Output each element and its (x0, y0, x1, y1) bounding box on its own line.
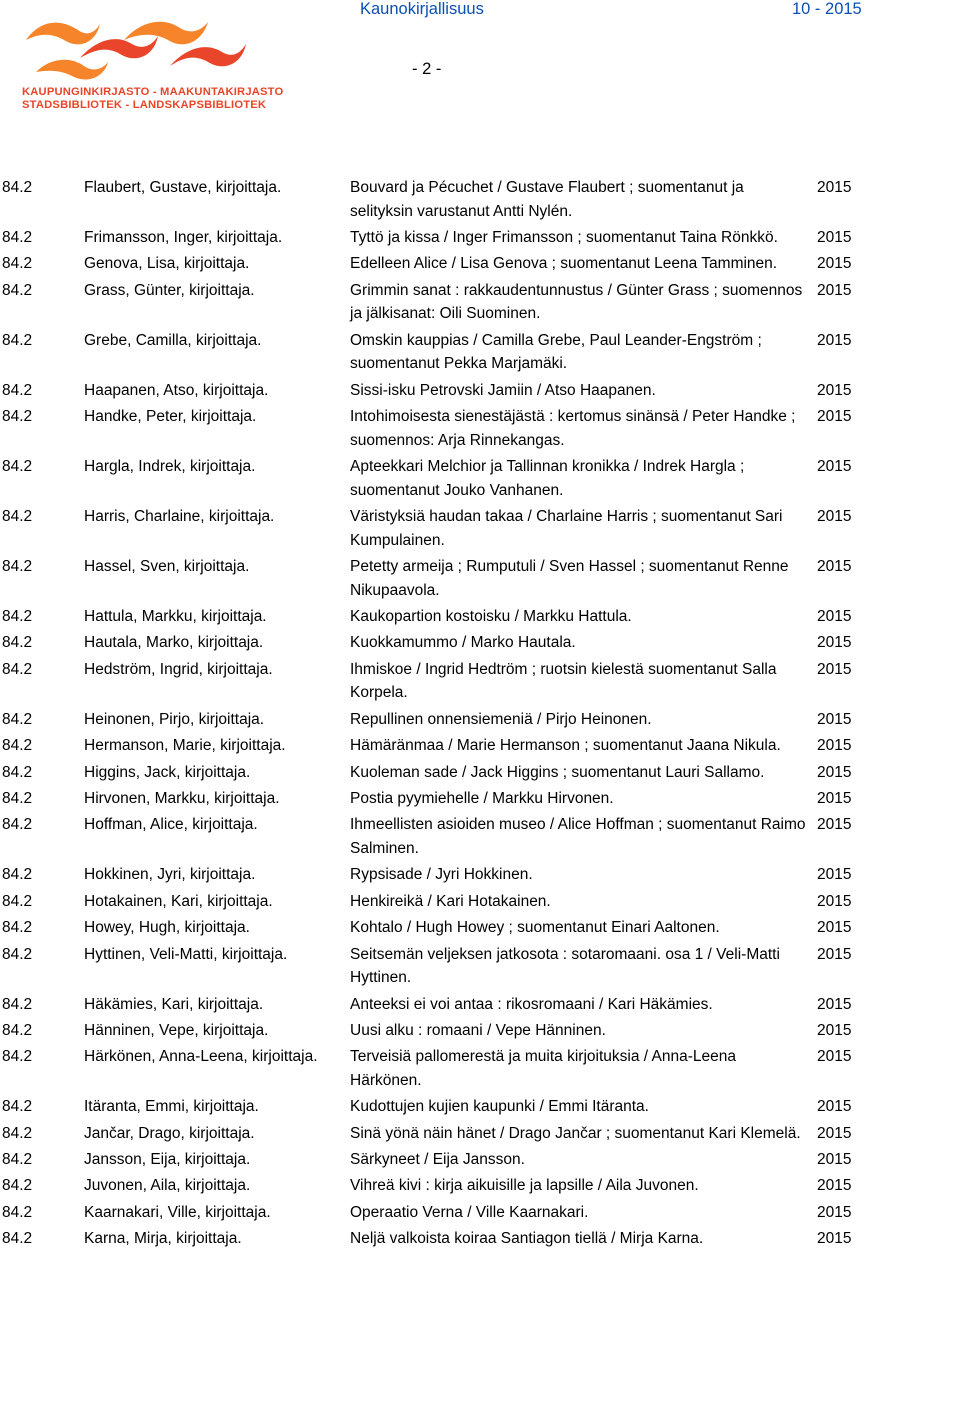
book-title: Anteeksi ei voi antaa : rikosromaani / Kari Häkämies. (350, 995, 713, 1013)
book-year: 2015 (817, 558, 852, 576)
book-year: 2015 (817, 995, 852, 1013)
book-title: Grimmin sanat : rakkaudentunnustus / Günter Grass ; suomennos ja jälkisanat: Oili Suominen. (350, 281, 803, 323)
book-author: Heinonen, Pirjo, kirjoittaja. (84, 710, 265, 728)
book-year: 2015 (817, 866, 852, 884)
book-class-code: 84.2 (2, 1177, 33, 1195)
book-title: Hämäränmaa / Marie Hermanson ; suomentanut Jaana Nikula. (350, 737, 781, 755)
book-title: Särkyneet / Eija Jansson. (350, 1151, 525, 1169)
book-row (0, 555, 960, 602)
book-year: 2015 (817, 1177, 852, 1195)
book-class-code: 84.2 (2, 866, 33, 884)
book-row (0, 279, 960, 326)
book-year: 2015 (817, 763, 852, 781)
book-row (0, 1019, 960, 1043)
book-author: Hattula, Markku, kirjoittaja. (84, 608, 267, 626)
book-class-code: 84.2 (2, 737, 33, 755)
book-author: Hassel, Sven, kirjoittaja. (84, 558, 250, 576)
logo-wave-1 (26, 23, 100, 45)
book-author: Hokkinen, Jyri, kirjoittaja. (84, 866, 256, 884)
book-row (0, 1174, 960, 1198)
book-title: Intohimoisesta sienestäjästä : kertomus sinänsä / Peter Handke ; suomennos: Arja Rinnekangas. (350, 408, 796, 449)
book-title: Petetty armeija ; Rumputuli / Sven Hassel ; suomentanut Renne Nikupaavola. (350, 558, 789, 599)
book-year: 2015 (817, 634, 852, 652)
book-class-code: 84.2 (2, 179, 33, 196)
book-row (0, 890, 960, 914)
book-row (0, 631, 960, 655)
book-row (0, 1227, 960, 1251)
book-title: Bouvard ja Pécuchet / Gustave Flaubert ; suomentanut ja selityksin varustanut Antti Nylén. (350, 179, 744, 220)
book-author: Hotakainen, Kari, kirjoittaja. (84, 892, 273, 910)
book-title: Terveisiä pallomerestä ja muita kirjoituksia / Anna-Leena Härkönen. (350, 1048, 736, 1089)
book-author: Handke, Peter, kirjoittaja. (84, 408, 257, 426)
book-title: Henkireikä / Kari Hotakainen. (350, 892, 551, 910)
book-author: Flaubert, Gustave, kirjoittaja. (84, 179, 282, 196)
book-class-code: 84.2 (2, 790, 33, 807)
book-author: Hermanson, Marie, kirjoittaja. (84, 737, 286, 755)
book-year: 2015 (817, 508, 852, 526)
book-row (0, 455, 960, 502)
book-row (0, 252, 960, 276)
book-year: 2015 (817, 945, 852, 963)
book-title: Ihmeellisten asioiden museo / Alice Hoffman ; suomentanut Raimo Salminen. (350, 816, 806, 857)
logo-wave-5 (36, 60, 108, 80)
book-row (0, 176, 960, 223)
book-title: Vihreä kivi : kirja aikuisille ja lapsille / Aila Juvonen. (350, 1177, 699, 1195)
book-title: Postia pyymiehelle / Markku Hirvonen. (350, 790, 614, 807)
book-class-code: 84.2 (2, 1230, 33, 1248)
book-year: 2015 (817, 1021, 852, 1039)
book-row (0, 505, 960, 552)
book-author: Juvonen, Aila, kirjoittaja. (84, 1177, 251, 1195)
book-year: 2015 (817, 255, 852, 273)
book-class-code: 84.2 (2, 660, 33, 678)
book-list (0, 176, 960, 1254)
book-title: Seitsemän veljeksen jatkosota : sotaromaani. osa 1 / Veli-Matti Hyttinen. (350, 945, 780, 987)
book-title: Kuoleman sade / Jack Higgins ; suomentanut Lauri Sallamo. (350, 763, 765, 781)
book-title: Kohtalo / Hugh Howey ; suomentanut Einari Aaltonen. (350, 919, 720, 937)
book-year: 2015 (817, 1230, 852, 1248)
book-title: Tyttö ja kissa / Inger Frimansson ; suomentanut Taina Rönkkö. (350, 228, 778, 246)
book-author: Grebe, Camilla, kirjoittaja. (84, 331, 262, 349)
book-year: 2015 (817, 281, 852, 299)
book-title: Edelleen Alice / Lisa Genova ; suomentanut Leena Tamminen. (350, 255, 778, 273)
book-author: Hautala, Marko, kirjoittaja. (84, 634, 264, 652)
header-date: 10 - 2015 (792, 0, 862, 18)
book-year: 2015 (817, 1124, 852, 1142)
book-class-code: 84.2 (2, 1124, 33, 1142)
book-row (0, 1148, 960, 1172)
book-author: Frimansson, Inger, kirjoittaja. (84, 228, 283, 246)
book-class-code: 84.2 (2, 331, 33, 349)
book-author: Härkönen, Anna-Leena, kirjoittaja. (84, 1048, 318, 1066)
book-title: Ihmiskoe / Ingrid Hedtröm ; ruotsin kielestä suomentanut Salla Korpela. (350, 660, 777, 702)
book-author: Haapanen, Atso, kirjoittaja. (84, 381, 269, 399)
wave-logo-icon (20, 10, 250, 90)
book-year: 2015 (817, 1048, 852, 1066)
book-author: Hyttinen, Veli-Matti, kirjoittaja. (84, 945, 288, 963)
book-row (0, 405, 960, 452)
book-year: 2015 (817, 458, 852, 476)
book-class-code: 84.2 (2, 381, 33, 399)
book-year: 2015 (817, 228, 852, 246)
book-class-code: 84.2 (2, 710, 33, 728)
book-year: 2015 (817, 608, 852, 626)
book-class-code: 84.2 (2, 945, 33, 963)
book-title: Uusi alku : romaani / Vepe Hänninen. (350, 1021, 606, 1039)
header-category: Kaunokirjallisuus (360, 0, 484, 18)
book-row (0, 943, 960, 990)
book-row (0, 1045, 960, 1092)
book-class-code: 84.2 (2, 281, 33, 299)
book-title: Sissi-isku Petrovski Jamiin / Atso Haapanen. (350, 381, 656, 399)
book-year: 2015 (817, 919, 852, 937)
book-row (0, 708, 960, 732)
book-row (0, 226, 960, 250)
book-row (0, 329, 960, 376)
logo-wave-3 (124, 22, 208, 45)
book-title: Kuokkamummo / Marko Hautala. (350, 634, 576, 652)
book-title: Kaukopartion kostoisku / Markku Hattula. (350, 608, 632, 626)
book-author: Jansson, Eija, kirjoittaja. (84, 1151, 251, 1169)
book-class-code: 84.2 (2, 1021, 33, 1039)
book-row (0, 1095, 960, 1119)
book-row (0, 1122, 960, 1146)
logo-wave-2 (80, 36, 158, 58)
book-year: 2015 (817, 381, 852, 399)
book-year: 2015 (817, 660, 852, 678)
book-year: 2015 (817, 179, 852, 196)
book-row (0, 1201, 960, 1225)
book-row (0, 916, 960, 940)
book-author: Genova, Lisa, kirjoittaja. (84, 255, 250, 273)
book-class-code: 84.2 (2, 995, 33, 1013)
book-year: 2015 (817, 331, 852, 349)
logo-line-1: KAUPUNGINKIRJASTO - MAAKUNTAKIRJASTO (22, 86, 284, 98)
book-class-code: 84.2 (2, 508, 33, 526)
book-author: Häkämies, Kari, kirjoittaja. (84, 995, 264, 1013)
book-title: Väristyksiä haudan takaa / Charlaine Harris ; suomentanut Sari Kumpulainen. (350, 508, 783, 549)
book-class-code: 84.2 (2, 408, 33, 426)
book-title: Apteekkari Melchior ja Tallinnan kronikka / Indrek Hargla ; suomentanut Jouko Vanhanen. (350, 458, 745, 499)
page-number: - 2 - (412, 60, 442, 78)
book-year: 2015 (817, 737, 852, 755)
book-author: Higgins, Jack, kirjoittaja. (84, 763, 251, 781)
book-author: Hargla, Indrek, kirjoittaja. (84, 458, 256, 476)
book-class-code: 84.2 (2, 1098, 33, 1116)
book-row (0, 787, 960, 811)
book-year: 2015 (817, 816, 852, 834)
book-title: Rypsisade / Jyri Hokkinen. (350, 866, 533, 884)
book-year: 2015 (817, 1203, 852, 1221)
logo-wave-4 (170, 44, 246, 66)
logo-text (22, 86, 283, 112)
book-title: Neljä valkoista koiraa Santiagon tiellä / Mirja Karna. (350, 1230, 704, 1248)
book-year: 2015 (817, 710, 852, 728)
book-author: Jančar, Drago, kirjoittaja. (84, 1124, 255, 1142)
book-author: Hoffman, Alice, kirjoittaja. (84, 816, 258, 834)
book-title: Repullinen onnensiemeniä / Pirjo Heinonen. (350, 710, 652, 728)
book-row (0, 605, 960, 629)
book-row (0, 993, 960, 1017)
book-title: Kudottujen kujien kaupunki / Emmi Itäranta. (350, 1098, 649, 1116)
book-class-code: 84.2 (2, 228, 33, 246)
book-row (0, 813, 960, 860)
book-title: Sinä yönä näin hänet / Drago Jančar ; suomentanut Kari Klemelä. (350, 1124, 801, 1142)
book-year: 2015 (817, 408, 852, 426)
book-row (0, 863, 960, 887)
book-class-code: 84.2 (2, 892, 33, 910)
book-year: 2015 (817, 790, 852, 807)
book-year: 2015 (817, 1098, 852, 1116)
book-class-code: 84.2 (2, 1151, 33, 1169)
book-author: Hedström, Ingrid, kirjoittaja. (84, 660, 273, 678)
book-class-code: 84.2 (2, 255, 33, 273)
book-title: Omskin kauppias / Camilla Grebe, Paul Leander-Engström ; suomentanut Pekka Marjamäki. (350, 331, 762, 373)
book-author: Harris, Charlaine, kirjoittaja. (84, 508, 275, 526)
book-row (0, 379, 960, 403)
book-author: Itäranta, Emmi, kirjoittaja. (84, 1098, 259, 1116)
book-row (0, 658, 960, 705)
book-class-code: 84.2 (2, 458, 33, 476)
book-author: Grass, Günter, kirjoittaja. (84, 281, 255, 299)
logo-line-2: STADSBIBLIOTEK - LANDSKAPSBIBLIOTEK (22, 99, 267, 111)
book-class-code: 84.2 (2, 1048, 33, 1066)
book-row (0, 734, 960, 758)
book-class-code: 84.2 (2, 816, 33, 834)
book-title: Operaatio Verna / Ville Kaarnakari. (350, 1203, 589, 1221)
book-class-code: 84.2 (2, 919, 33, 937)
book-year: 2015 (817, 1151, 852, 1169)
book-class-code: 84.2 (2, 608, 33, 626)
book-class-code: 84.2 (2, 558, 33, 576)
book-author: Howey, Hugh, kirjoittaja. (84, 919, 250, 937)
book-author: Hirvonen, Markku, kirjoittaja. (84, 790, 280, 807)
book-year: 2015 (817, 892, 852, 910)
book-class-code: 84.2 (2, 1203, 33, 1221)
book-class-code: 84.2 (2, 634, 33, 652)
book-author: Kaarnakari, Ville, kirjoittaja. (84, 1203, 271, 1221)
book-class-code: 84.2 (2, 763, 33, 781)
book-row (0, 761, 960, 785)
book-author: Karna, Mirja, kirjoittaja. (84, 1230, 242, 1248)
book-author: Hänninen, Vepe, kirjoittaja. (84, 1021, 269, 1039)
